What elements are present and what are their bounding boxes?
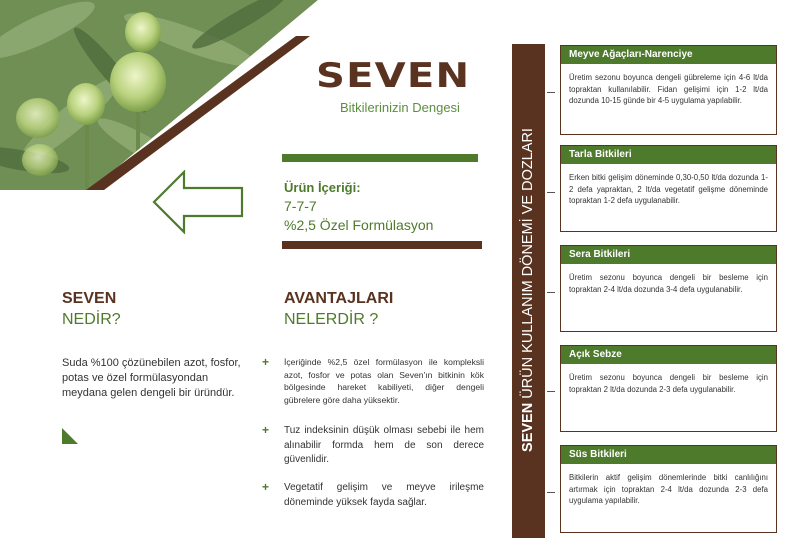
usage-card: [560, 445, 777, 533]
nedir-subheading: NEDİR?: [62, 311, 121, 328]
brand-tagline: Bitkilerinizin Dengesi: [340, 100, 460, 115]
advantage-text: Vegetatif gelişim ve meyve irileşme döneminde yüksek fayda sağlar.: [284, 482, 484, 508]
nedir-heading: SEVEN: [62, 290, 117, 307]
card-title: Süs Bitkileri: [561, 446, 776, 464]
avantajlar-heading: AVANTAJLARI: [284, 290, 394, 307]
content-title: Ürün İçeriği:: [284, 180, 361, 195]
side-title-rest: ÜRÜN KULLANIM DÖNEMİ VE DOZLARI: [520, 128, 536, 403]
advantage-item: [262, 481, 484, 510]
card-text: Üretim sezonu boyunca dengeli gübreleme için 4-6 lt/da topraktan kullanılabilir. Fidan gelişimi için 1-2 lt/da dozunda 10-15 günde bir 4-5 uygulama yapılabilir.: [569, 73, 768, 105]
usage-side-title: [520, 128, 536, 452]
content-ratio: 7-7-7: [284, 198, 317, 214]
left-arrow-icon: [152, 170, 244, 234]
card-tick: [547, 192, 555, 193]
card-text: Üretim sezonu boyunca dengeli bir besleme için topraktan 2 lt/da dozunda 2-3 defa uygulanabilir.: [569, 373, 768, 394]
advantage-item: [262, 356, 484, 406]
usage-card: [560, 245, 777, 332]
content-bottom-bar: [282, 241, 482, 249]
card-title: Açık Sebze: [561, 346, 776, 364]
content-top-bar: [282, 154, 478, 162]
advantage-text: İçeriğinde %2,5 özel formülasyon ile kompleksli azot, fosfor ve potas olan Seven'ın bitkinin kök bölgesinde hareket kabiliyeti, diğer dengeli gübrelere göre daha yüksektir.: [284, 357, 484, 405]
content-formulation: %2,5 Özel Formülasyon: [284, 217, 434, 233]
card-title: Sera Bitkileri: [561, 246, 776, 264]
usage-card: [560, 345, 777, 432]
side-title-strong: SEVEN: [520, 402, 536, 452]
plus-icon: +: [262, 355, 270, 369]
plus-icon: +: [262, 480, 270, 494]
advantage-item: [262, 424, 484, 468]
card-tick: [547, 292, 555, 293]
brand-name: SEVEN: [316, 56, 471, 96]
card-text: Bitkilerin aktif gelişim dönemlerinde bitki canlılığını artırmak için topraktan 2-4 lt/da dozunda 2-3 defa uygulama yapılabilir.: [569, 473, 768, 505]
brand-logo: [316, 56, 486, 96]
advantage-text: Tuz indeksinin düşük olması sebebi ile hem alınabilir formda hem de son derece güvenlidir.: [284, 425, 484, 465]
artichoke-photo: [0, 0, 330, 190]
card-title: Meyve Ağaçları-Narenciye: [561, 46, 776, 64]
card-tick: [547, 391, 555, 392]
card-tick: [547, 92, 555, 93]
usage-card: [560, 145, 777, 232]
corner-triangle: [62, 428, 78, 444]
usage-card: [560, 45, 777, 135]
nedir-text: Suda %100 çözünebilen azot, fosfor, potas ve özel formülasyondan meydana gelen dengeli bir üründür.: [62, 357, 241, 399]
avantajlar-subheading: NELERDİR ?: [284, 311, 379, 328]
plus-icon: +: [262, 423, 270, 437]
card-text: Üretim sezonu boyunca dengeli bir besleme için topraktan 2-4 lt/da dozunda 3-4 defa uygulanabilir.: [569, 273, 768, 294]
card-title: Tarla Bitkileri: [561, 146, 776, 164]
card-text: Erken bitki gelişim döneminde 0,30-0,50 lt/da dozunda 1-2 defa yapraktan, 2 lt/da vegetatif gelişme döneminde topraktan 1-2 defa uygulanabilir.: [569, 173, 768, 205]
card-tick: [547, 492, 555, 493]
